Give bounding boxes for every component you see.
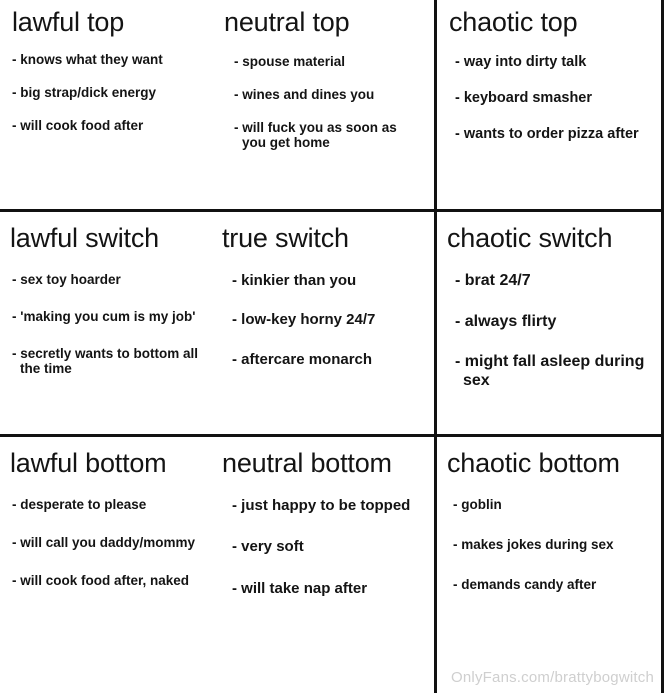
cell-trait-list [453, 54, 651, 143]
list-item: - wants to order pizza after [455, 125, 639, 142]
cell-title: neutral bottom [222, 448, 392, 478]
list-item: - way into dirty talk [455, 53, 587, 70]
cell-title: chaotic switch [447, 223, 613, 253]
list-item: - keyboard smasher [455, 89, 593, 106]
cell-title: neutral top [224, 7, 350, 37]
chart-cell-neutral-top [212, 0, 437, 212]
cell-trait-list [230, 497, 424, 598]
list-item: - makes jokes during sex [453, 536, 614, 552]
cell-title: chaotic top [449, 7, 578, 37]
list-item: - brat 24/7 [455, 271, 531, 289]
chart-cell-lawful-top [0, 0, 212, 212]
list-item: - 'making you cum is my job' [12, 308, 196, 324]
list-item: - might fall asleep during sex [455, 353, 645, 390]
cell-title: chaotic bottom [447, 448, 620, 478]
list-item: - will take nap after [232, 580, 368, 598]
list-item: - sex toy hoarder [12, 271, 121, 287]
list-item: - demands candy after [453, 576, 597, 592]
cell-title: lawful top [12, 7, 125, 37]
list-item: - very soft [232, 538, 304, 556]
list-item: - aftercare monarch [232, 351, 373, 369]
list-item: - will cook food after, naked [12, 572, 190, 588]
chart-cell-lawful-bottom [0, 437, 212, 693]
list-item: - goblin [453, 496, 502, 512]
chart-cell-chaotic-top [437, 0, 664, 212]
chart-cell-neutral-bottom [212, 437, 437, 693]
list-item: - big strap/dick energy [12, 84, 157, 100]
list-item: - kinkier than you [232, 271, 357, 289]
list-item: - spouse material [234, 53, 346, 69]
list-item: - secretly wants to bottom all the time [12, 345, 199, 377]
list-item: - knows what they want [12, 51, 163, 67]
cell-trait-list [10, 497, 202, 589]
cell-trait-list [451, 497, 651, 593]
cell-trait-list [453, 272, 651, 392]
cell-trait-list [10, 52, 202, 134]
list-item: - always flirty [455, 312, 557, 330]
list-item: - will call you daddy/mommy [12, 534, 196, 550]
list-item: - will fuck you as soon as you get home [234, 119, 397, 151]
cell-trait-list [10, 272, 202, 378]
list-item: - just happy to be topped [232, 496, 411, 514]
list-item: - low-key horny 24/7 [232, 311, 376, 329]
watermark-text: OnlyFans.com/brattybogwitch [451, 669, 654, 686]
list-item: - will cook food after [12, 117, 144, 133]
chart-cell-lawful-switch [0, 212, 212, 437]
cell-title: lawful switch [10, 223, 159, 253]
cell-title: true switch [222, 223, 349, 253]
chart-cell-true-switch [212, 212, 437, 437]
list-item: - desperate to please [12, 496, 147, 512]
list-item: - wines and dines you [234, 86, 375, 102]
cell-trait-list [230, 272, 424, 369]
chart-cell-chaotic-bottom [437, 437, 664, 693]
chart-cell-chaotic-switch [437, 212, 664, 437]
cell-trait-list [232, 54, 424, 152]
cell-title: lawful bottom [10, 448, 167, 478]
